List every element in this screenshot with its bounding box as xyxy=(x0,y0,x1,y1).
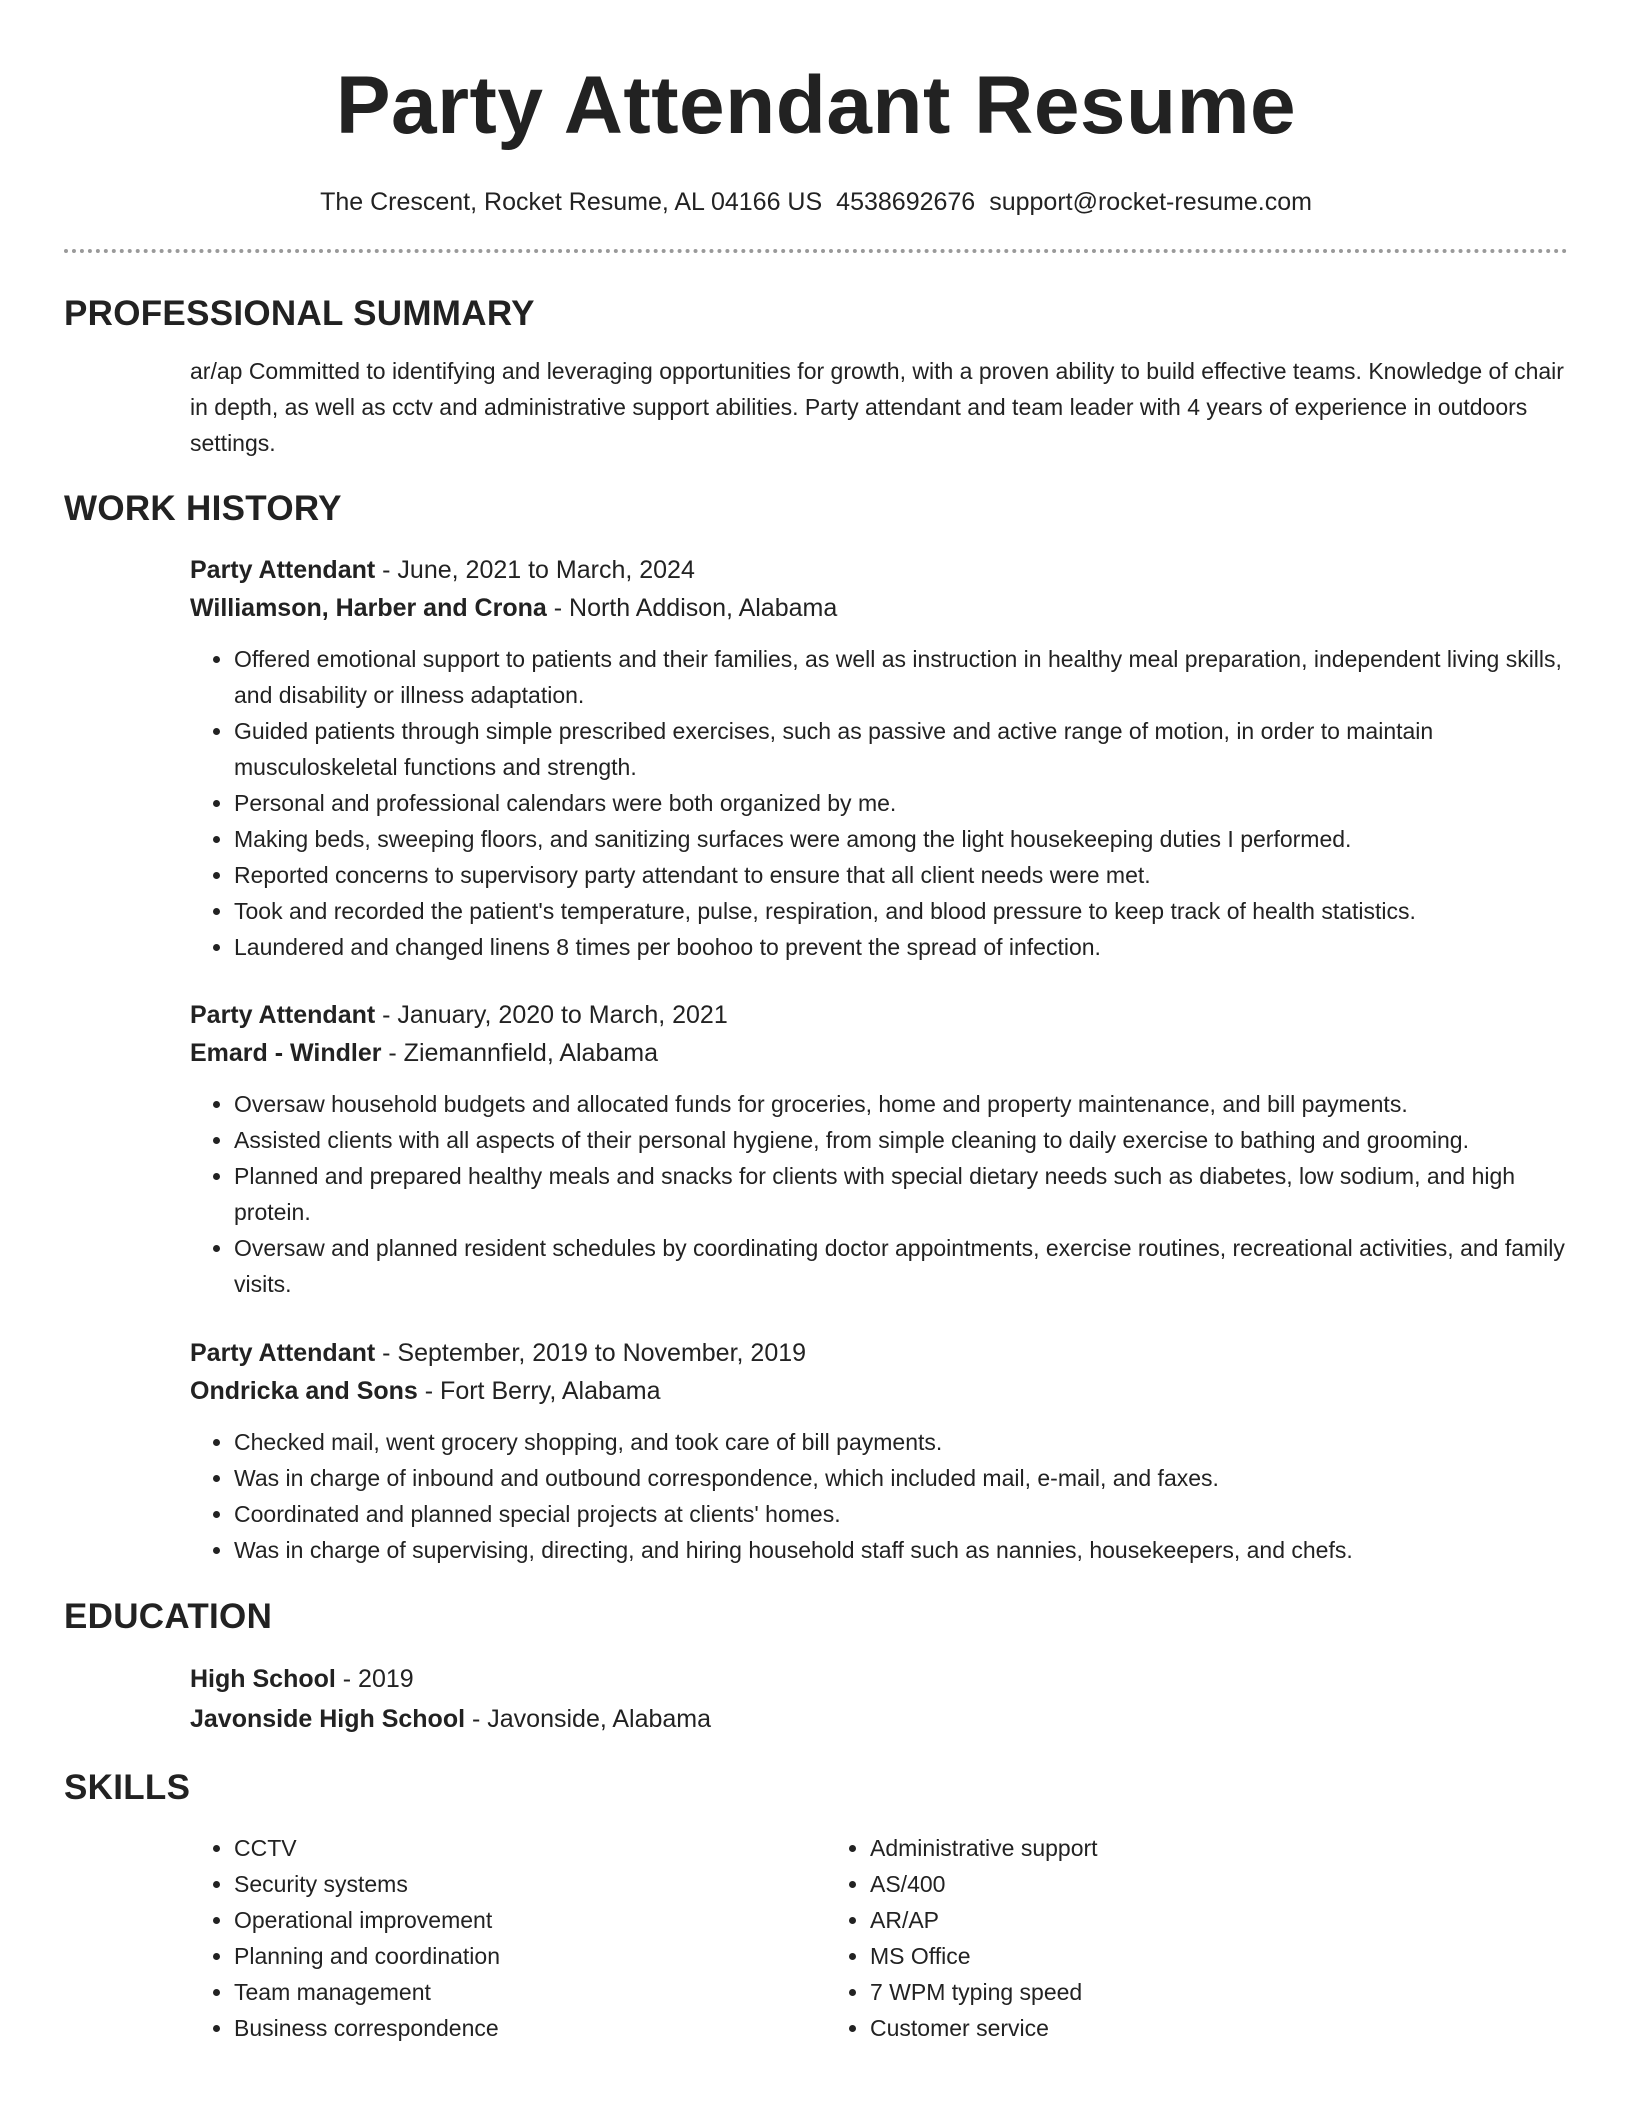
resume-title: Party Attendant Resume xyxy=(335,60,1297,151)
summary-text: ar/ap Committed to identifying and leveraging opportunities for growth, with a proven ability to build effective teams. Knowledge of chair in depth, as well as cctv and administrative support abilities. Party attendant and team leader with 4 years of experience in outdoors settings. xyxy=(190,358,1564,456)
duty-item: • Oversaw household budgets and allocated funds for groceries, home and property maintenance, and bill payments. xyxy=(234,1086,1568,1122)
job-title-line xyxy=(190,1334,1568,1372)
job-title: Party Attendant xyxy=(190,1001,376,1029)
duty-item: • Planned and prepared healthy meals and snacks for clients with special dietary needs such as diabetes, low sodium, and high protein. xyxy=(234,1158,1568,1230)
work-history-heading: WORK HISTORY xyxy=(64,489,342,528)
skill-item: • Planning and coordination xyxy=(234,1938,826,1974)
job-location: - Fort Berry, Alabama xyxy=(417,1377,661,1405)
header-divider xyxy=(64,249,1568,253)
duty-item: • Offered emotional support to patients and their families, as well as instruction in healthy meal preparation, independent living skills, and disability or illness adaptation. xyxy=(234,641,1568,713)
skill-item: • 7 WPM typing speed xyxy=(870,1974,1526,2010)
job-location: - North Addison, Alabama xyxy=(546,594,838,622)
job-title: Party Attendant xyxy=(190,1339,376,1367)
skill-item: • Customer service xyxy=(870,2010,1526,2046)
skill-item: • AR/AP xyxy=(870,1902,1526,1938)
education-heading: EDUCATION xyxy=(64,1597,273,1636)
job-dates: - January, 2020 to March, 2021 xyxy=(375,1001,728,1029)
duty-item: • Checked mail, went grocery shopping, and took care of bill payments. xyxy=(234,1424,1568,1460)
job-company: Ondricka and Sons xyxy=(190,1377,418,1405)
job-company-line xyxy=(190,589,1568,627)
skills-column-right xyxy=(826,1830,1526,2046)
duty-item: • Was in charge of supervising, directing, and hiring household staff such as nannies, housekeepers, and chefs. xyxy=(234,1532,1568,1568)
resume-page xyxy=(64,0,1568,2046)
job-company: Emard - Windler xyxy=(190,1039,382,1067)
duty-item: • Was in charge of inbound and outbound correspondence, which included mail, e-mail, and faxes. xyxy=(234,1460,1568,1496)
contact-phone: 4538692676 xyxy=(836,188,976,216)
education-school: Javonside High School xyxy=(190,1705,466,1733)
job-title: Party Attendant xyxy=(190,556,376,584)
duty-item: • Personal and professional calendars were both organized by me. xyxy=(234,785,1568,821)
skill-item: • Administrative support xyxy=(870,1830,1526,1866)
contact-email: support@rocket-resume.com xyxy=(989,188,1312,216)
education-degree-line xyxy=(190,1659,1568,1699)
summary-heading: PROFESSIONAL SUMMARY xyxy=(64,294,535,333)
education-school-line xyxy=(190,1699,1568,1739)
job-duties xyxy=(190,641,1568,965)
education-degree: High School xyxy=(190,1665,336,1693)
duty-item: • Oversaw and planned resident schedules by coordinating doctor appointments, exercise routines, recreational activities, and family visits. xyxy=(234,1230,1568,1302)
skills-grid xyxy=(190,1830,1568,2046)
job-title-line xyxy=(190,551,1568,589)
duty-item: • Assisted clients with all aspects of their personal hygiene, from simple cleaning to daily exercise to bathing and grooming. xyxy=(234,1122,1568,1158)
skill-item: • CCTV xyxy=(234,1830,826,1866)
job-dates: - June, 2021 to March, 2024 xyxy=(375,556,695,584)
job-company-line xyxy=(190,1034,1568,1072)
education-year: - 2019 xyxy=(335,1665,414,1693)
skills-section xyxy=(64,1768,1568,2046)
job-title-line xyxy=(190,996,1568,1034)
job-entry xyxy=(190,996,1568,1302)
skill-item: • AS/400 xyxy=(870,1866,1526,1902)
job-dates: - September, 2019 to November, 2019 xyxy=(375,1339,807,1367)
job-duties xyxy=(190,1424,1568,1568)
job-location: - Ziemannfield, Alabama xyxy=(381,1039,658,1067)
duty-item: • Making beds, sweeping floors, and sanitizing surfaces were among the light housekeeping duties I performed. xyxy=(234,821,1568,857)
skill-item: • MS Office xyxy=(870,1938,1526,1974)
skills-heading: SKILLS xyxy=(64,1768,191,1807)
contact-address: The Crescent, Rocket Resume, AL 04166 US xyxy=(320,188,823,216)
job-company: Williamson, Harber and Crona xyxy=(190,594,547,622)
skill-item: • Team management xyxy=(234,1974,826,2010)
skill-item: • Business correspondence xyxy=(234,2010,826,2046)
skills-column-left xyxy=(190,1830,826,2046)
duty-item: • Coordinated and planned special projects at clients' homes. xyxy=(234,1496,1568,1532)
job-entry xyxy=(190,1334,1568,1568)
skill-item: • Operational improvement xyxy=(234,1902,826,1938)
duty-item: • Took and recorded the patient's temperature, pulse, respiration, and blood pressure to keep track of health statistics. xyxy=(234,893,1568,929)
job-company-line xyxy=(190,1372,1568,1410)
duty-item: • Reported concerns to supervisory party attendant to ensure that all client needs were met. xyxy=(234,857,1568,893)
duty-item: • Guided patients through simple prescribed exercises, such as passive and active range of motion, in order to maintain musculoskeletal functions and strength. xyxy=(234,713,1568,785)
job-duties xyxy=(190,1086,1568,1302)
job-entry xyxy=(190,551,1568,965)
duty-item: • Laundered and changed linens 8 times per boohoo to prevent the spread of infection. xyxy=(234,929,1568,965)
education-section xyxy=(64,1597,1568,1739)
skill-item: • Security systems xyxy=(234,1866,826,1902)
work-history-section xyxy=(64,489,1568,1568)
education-location: - Javonside, Alabama xyxy=(465,1705,712,1733)
contact-line xyxy=(64,186,1568,218)
summary-section xyxy=(64,294,1568,461)
